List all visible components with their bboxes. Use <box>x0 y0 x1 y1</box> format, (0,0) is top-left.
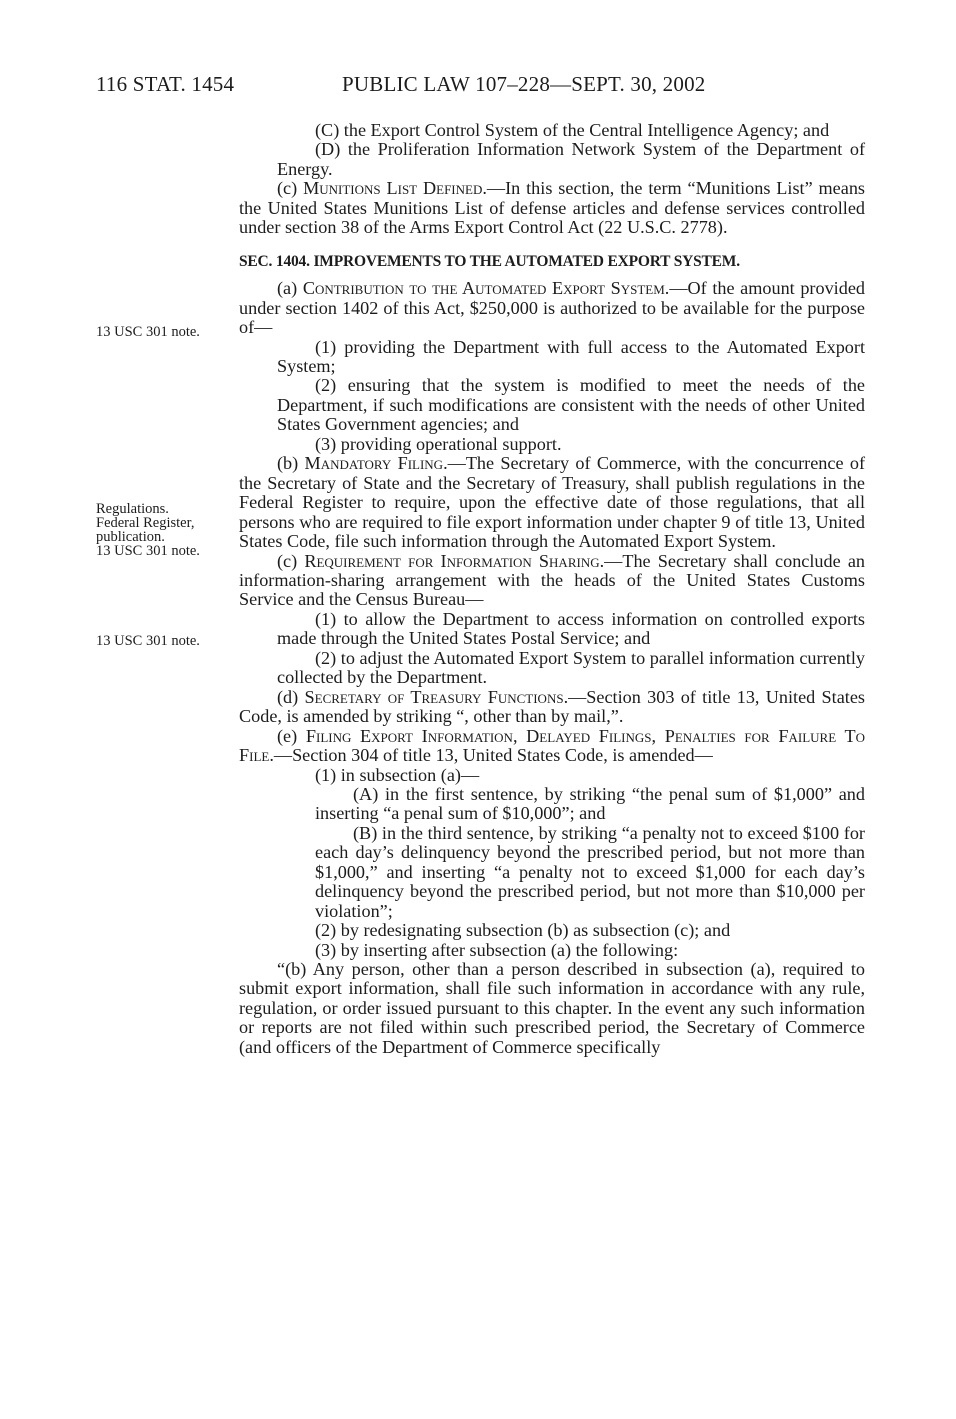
section-heading: SEC. 1404. IMPROVEMENTS TO THE AUTOMATED EXPORT SYSTEM. <box>239 252 740 270</box>
subsection-heading: Filing Export Information, Delayed Filings, Penalties for Failure To File <box>239 725 865 766</box>
subsection-heading: Mandatory Filing <box>304 453 444 474</box>
paragraph-e1B: (B) in the third sentence, by striking “a penalty not to exceed $100 for each day’s delinquency beyond the prescribed period, but not more than $1,000,” and inserting “a penalty not to exceed $1,000 for each day’s delinquency beyond the prescribed period, but not more than $10,000 per violation”; <box>315 822 865 921</box>
paragraph-c2: (2) to adjust the Automated Export System to parallel information currently collected by the Department. <box>277 647 865 688</box>
subsection-b <box>239 454 865 551</box>
subsection-text: .—In this section, the term “Munitions List” means the United States Munitions List of defense articles and defense services controlled under section 38 of the Arms Export Control Act (22 U.S.C. 2778). <box>239 178 865 238</box>
subsection-text: .—Section 303 of title 13, United States Code, is amended by striking “, other than by mail,”. <box>239 686 865 727</box>
subsection-number: (c) <box>277 550 298 571</box>
paragraph-item-d-energy: (D) the Proliferation Information Network System of the Department of Energy. <box>277 139 865 179</box>
paragraph-e2: (2) by redesignating subsection (b) as subsection (c); and <box>315 920 731 941</box>
margin-note-line: Federal Register, <box>96 515 195 531</box>
quoted-subsection-b: “(b) Any person, other than a person described in subsection (a), required to submit export information, shall file such information in accordance with any rule, regulation, or order issued pursuant to this chapter. In the event any such information or reports are not filed within such prescribed period, the Secretary of Commerce (and officers of the Department of Commerce specifically <box>239 959 865 1057</box>
statute-page-number: 116 STAT. 1454 <box>96 72 235 96</box>
subsection-heading: Munitions List Defined <box>303 178 483 199</box>
margin-note-line: 13 USC 301 note. <box>96 543 200 559</box>
subsection-c-munitions <box>239 179 865 237</box>
subsection-number: (c) <box>277 178 298 199</box>
page-header <box>96 72 876 102</box>
margin-note-section-c: 13 USC 301 note. <box>96 633 200 649</box>
paragraph-e3: (3) by inserting after subsection (a) the following: <box>315 939 679 960</box>
subsection-number: (a) <box>277 278 298 299</box>
subsection-number: (d) <box>277 686 299 707</box>
margin-note-line: publication. <box>96 529 165 545</box>
margin-note-section-a: 13 USC 301 note. <box>96 324 200 340</box>
subsection-text: .—The Secretary of Commerce, with the concurrence of the Secretary of State and the Secretary of Treasury, shall publish regulations in the Federal Register to require, upon the effective date of those regulations, that all persons who are required to file export information under chapter 9 of title 13, United States Code, file such information through the Automated Export System. <box>239 453 865 552</box>
paragraph-e1: (1) in subsection (a)— <box>315 764 480 785</box>
subsection-heading: Requirement for Information Sharing <box>304 550 600 571</box>
running-head-public-law: PUBLIC LAW 107–228—SEPT. 30, 2002 <box>342 72 706 96</box>
subsection-e <box>239 727 865 766</box>
subsection-heading: Contribution to the Automated Export System <box>302 278 665 299</box>
subsection-heading: Secretary of Treasury Functions <box>304 686 564 707</box>
subsection-number: (b) <box>277 453 299 474</box>
paragraph-item-c-intel: (C) the Export Control System of the Central Intelligence Agency; and <box>315 120 830 140</box>
paragraph-a2: (2) ensuring that the system is modified to meet the needs of the Department, if such modifications are consistent with the needs of other United States Government agencies; and <box>277 375 865 435</box>
paragraph-e1A: (A) in the first sentence, by striking “the penal sum of $1,000” and inserting “a penal sum of $10,000”; and <box>315 783 865 824</box>
paragraph-a1: (1) providing the Department with full access to the Automated Export System; <box>277 336 865 376</box>
main-text-column <box>239 121 865 1057</box>
subsection-d <box>239 688 865 727</box>
subsection-text: .—Of the amount provided under section 1402 of this Act, $250,000 is authorized to be available for the purpose of— <box>239 278 865 338</box>
margin-note-line: Regulations. <box>96 501 169 517</box>
subsection-text: .—Section 304 of title 13, United States Code, is amended— <box>269 745 713 766</box>
subsection-a <box>239 279 865 337</box>
subsection-c-info-sharing <box>239 552 865 610</box>
subsection-number: (e) <box>277 725 298 746</box>
paragraph-c1: (1) to allow the Department to access information on controlled exports made through the United States Postal Service; and <box>277 608 865 649</box>
margin-note-section-b <box>96 502 226 558</box>
paragraph-a3: (3) providing operational support. <box>315 433 562 454</box>
subsection-text: .—The Secretary shall conclude an information-sharing arrangement with the heads of the United States Customs Service and the Census Bureau— <box>239 550 865 610</box>
